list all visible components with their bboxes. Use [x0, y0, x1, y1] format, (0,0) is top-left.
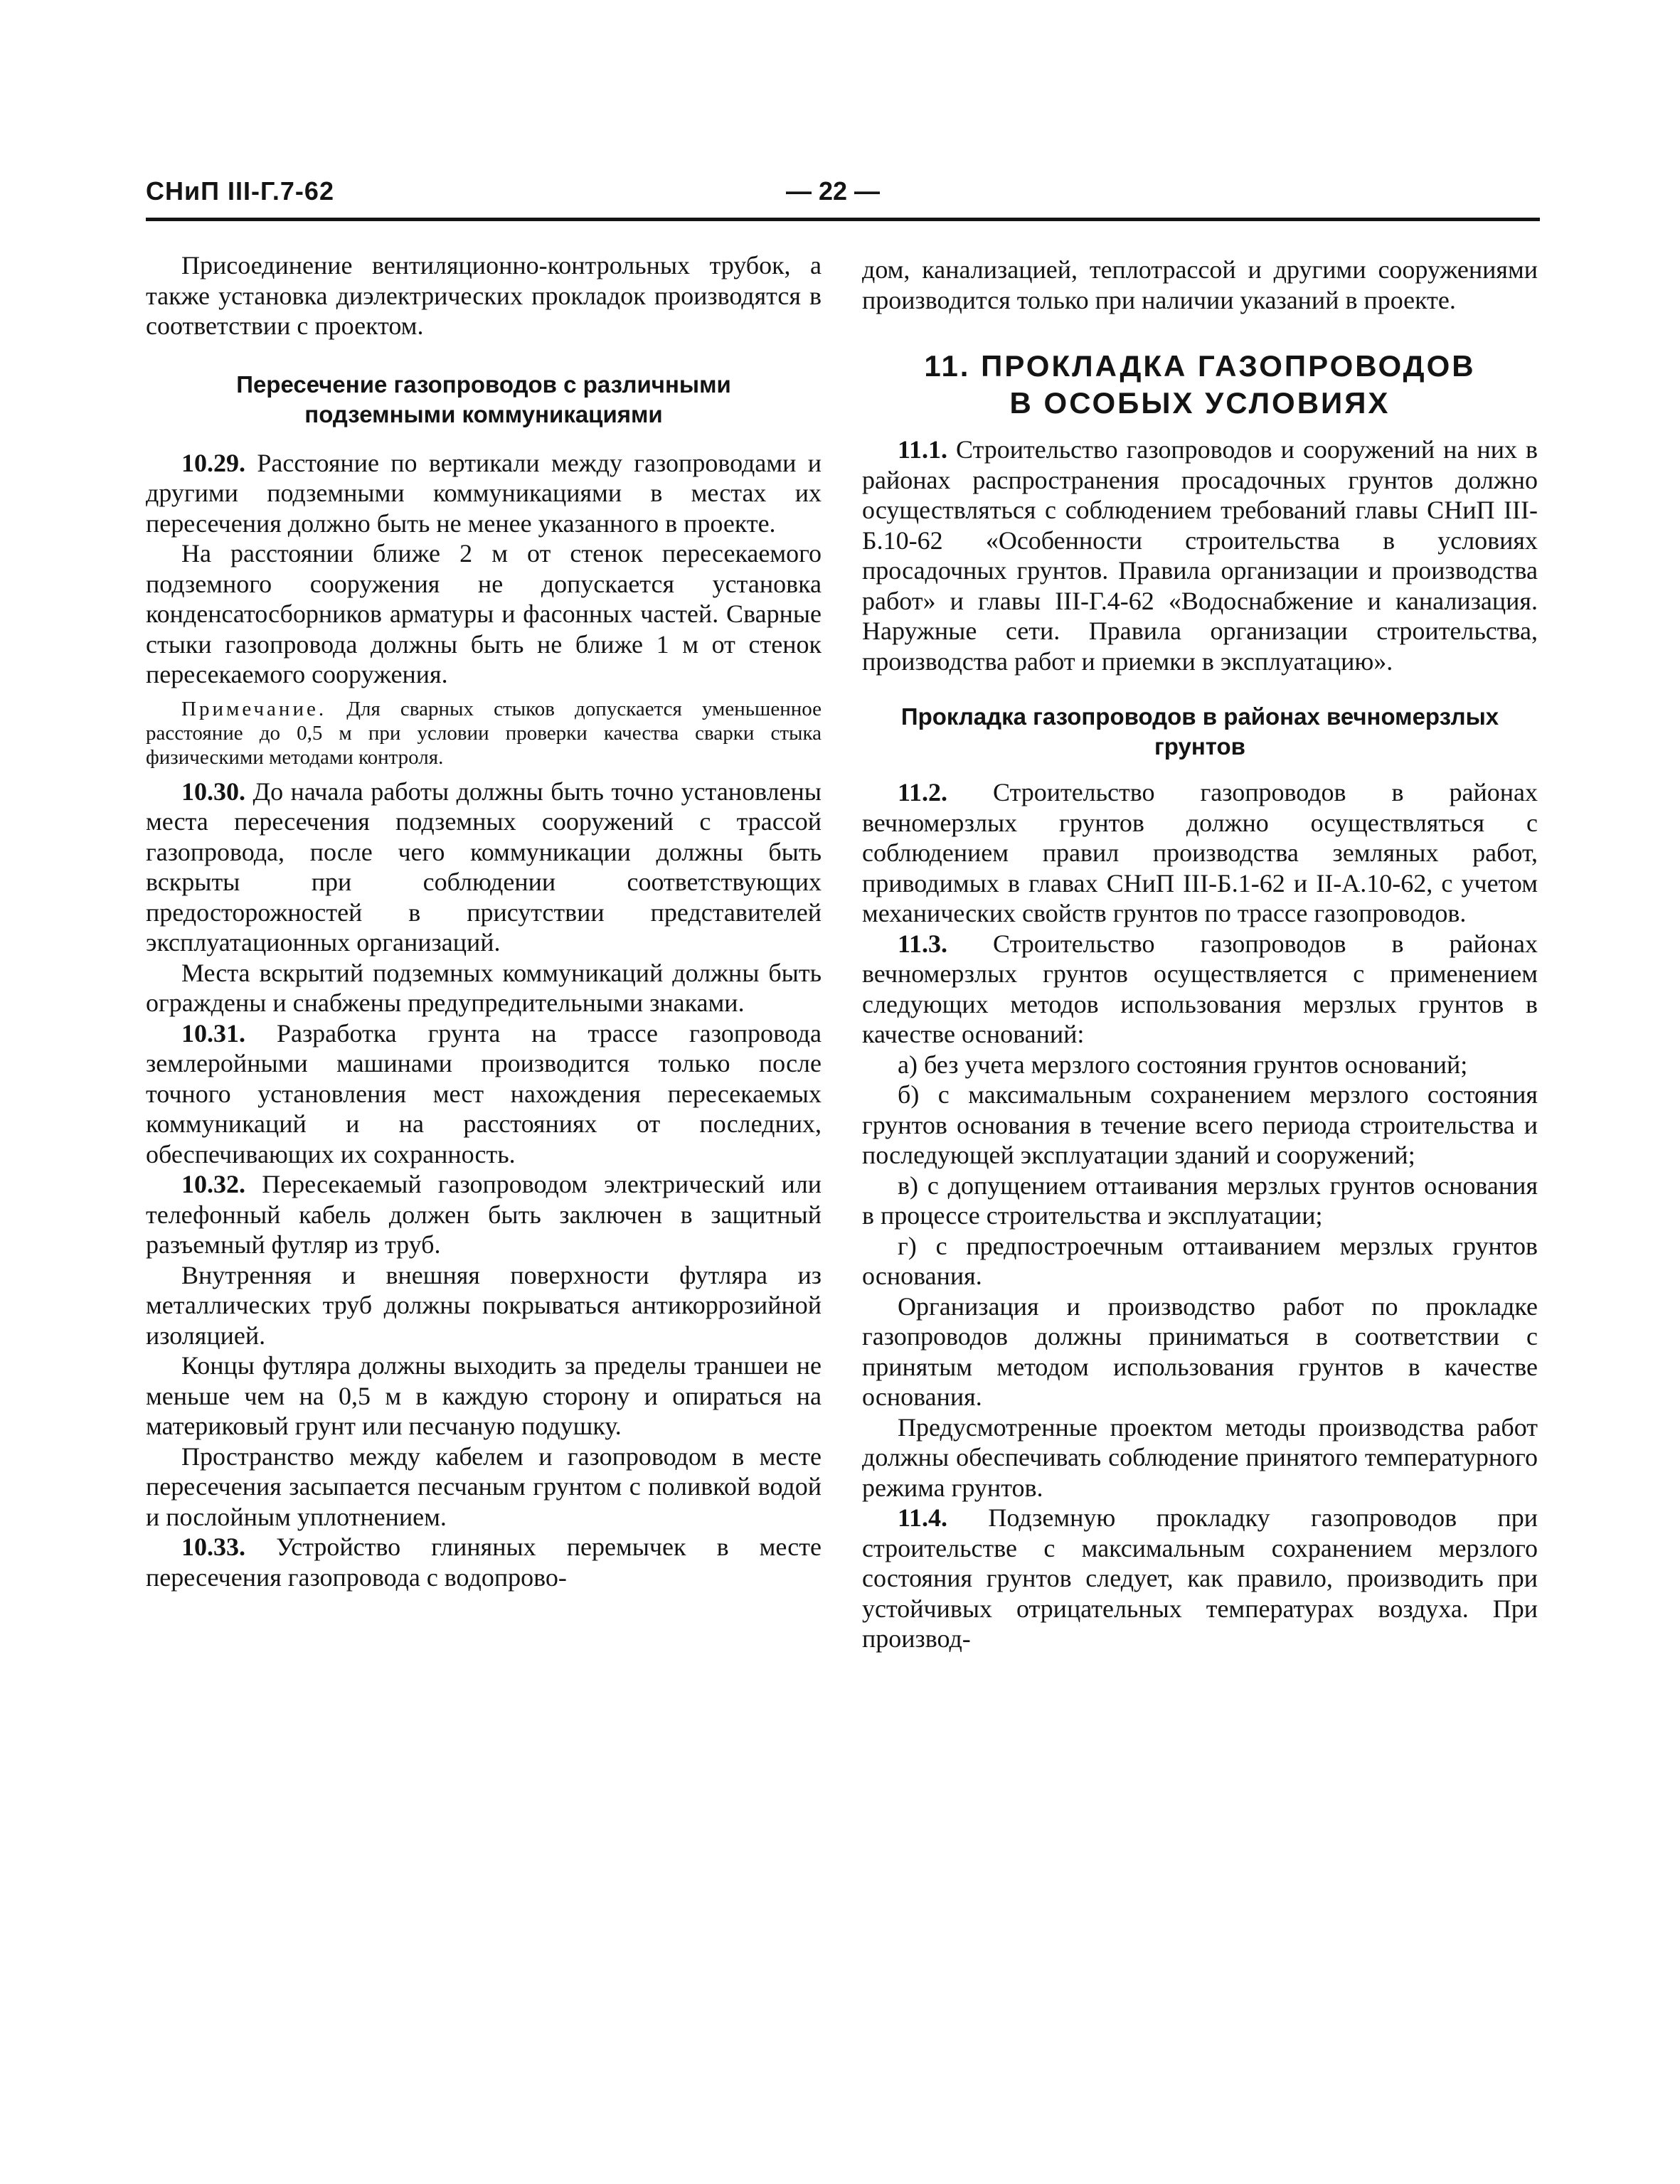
paragraph-10-32 [146, 1169, 822, 1260]
paragraph-10-31 [146, 1018, 822, 1170]
note-text: Для сварных стыков допускается уменьшенное расстояние до 0,5 м при условии проверки качества сварки стыка физическими методами контроля. [146, 697, 822, 769]
section-title [862, 348, 1538, 422]
clause-text: Строительство газопроводов в районах вечномерзлых грунтов осуществляется с применением следующих методов использования мерзлых грунтов в качестве оснований: [862, 929, 1538, 1048]
clause-number: 11.1. [898, 435, 948, 464]
clause-number: 11.3. [898, 929, 948, 958]
clause-number: 10.33. [181, 1533, 245, 1561]
subheading-permafrost: Прокладка газопроводов в районах вечномерзлых грунтов [900, 703, 1499, 760]
right-column [862, 255, 1538, 1654]
paragraph-10-30-b: Места вскрытий подземных коммуникаций должны быть ограждены и снабжены предупредительными знаками. [146, 958, 822, 1017]
clause-text: Расстояние по вертикали между газопроводами и другими подземными коммуникациями в местах их пересечения должно быть не менее указанного в проекте. [146, 448, 822, 538]
clause-text: Подземную прокладку газопроводов при строительстве с максимальным сохранением мерзлого состояния грунтов следует, как правило, производить при устойчивых отрицательных температурах воздуха. При производ- [862, 1503, 1538, 1653]
clause-number: 11.4. [898, 1503, 948, 1532]
note-label: Примечание. [181, 697, 327, 720]
paragraph-11-3-c: Предусмотренные проектом методы производства работ должны обеспечивать соблюдение принятого температурного режима грунтов. [862, 1412, 1538, 1502]
clause-text: Строительство газопроводов и сооружений на них в районах распространения просадочных грунтов должно осуществляться с соблюдением требований главы СНиП III-Б.10-62 «Особенности строительства в условиях просадочных грунтов. Правила организации и производства работ» и главы III-Г.4-62 «Водоснабжение и канализация. Наружные сети. Правила организации строительства, производства работ и приемки в эксплуатацию». [862, 435, 1538, 676]
document-code: СНиП III-Г.7-62 [146, 176, 334, 206]
left-column [146, 250, 822, 1592]
clause-number: 10.31. [181, 1018, 245, 1048]
intro-paragraph: Присоединение вентиляционно-контрольных трубок, а также установка диэлектрических прокладок производятся в соответствии с проектом. [146, 251, 822, 340]
section-title-line-2: В ОСОБЫХ УСЛОВИЯХ [1009, 386, 1391, 420]
paragraph-11-1 [862, 435, 1538, 676]
paragraph-10-32-c: Концы футляра должны выходить за пределы траншеи не меньше чем на 0,5 м в каждую сторону и опираться на материковый грунт или песчаную подушку. [146, 1351, 822, 1440]
paragraph-10-29 [146, 448, 822, 539]
paragraph-11-3-b: Организация и производство работ по прокладке газопроводов должны приниматься в соответствии с принятым методом использования грунтов в качестве основания. [862, 1291, 1538, 1411]
note [146, 697, 822, 769]
continuation-paragraph: дом, канализацией, теплотрассой и другими сооружениями производится только при наличии указаний в проекте. [862, 255, 1538, 314]
clause-text: Разработка грунта на трассе газопровода землеройными машинами производится только после точного установления мест нахождения пересекаемых коммуникаций и на расстояниях от последних, обеспечивающих их сохранность. [146, 1018, 822, 1168]
list-item-a: а) без учета мерзлого состояния грунтов оснований; [898, 1050, 1468, 1079]
clause-number: 10.29. [181, 448, 245, 477]
clause-text: Строительство газопроводов в районах вечномерзлых грунтов должно осуществляться с соблюдением правил производства земляных работ, приводимых в главах СНиП III-Б.1-62 и II-А.10-62, с учетом механических свойств грунтов по трассе газопроводов. [862, 778, 1538, 927]
paragraph-10-32-b: Внутренняя и внешняя поверхности футляра из металлических труб должны покрываться антикоррозийной изоляцией. [146, 1260, 822, 1350]
paragraph-11-4 [862, 1503, 1538, 1654]
paragraph-11-3 [862, 929, 1538, 1050]
clause-number: 10.30. [181, 777, 245, 806]
paragraph-11-2 [862, 777, 1538, 929]
clause-text: Устройство глиняных перемычек в месте пересечения газопровода с водопрово- [146, 1533, 822, 1592]
paragraph-10-29-b: На расстоянии ближе 2 м от стенок пересекаемого подземного сооружения не допускается установка конденсатосборников арматуры и фасонных частей. Сварные стыки газопровода должны быть не ближе 1 м от стенок пересекаемого сооружения. [146, 539, 822, 688]
subheading-crossings: Пересечение газопроводов с различными подземными коммуникациями [236, 371, 731, 427]
clause-text: До начала работы должны быть точно установлены места пересечения подземных сооружений с трассой газопровода, после чего коммуникации должны быть вскрыты при соблюдении соответствующих предосторожностей в присутствии представителей эксплуатационных организаций. [146, 777, 822, 957]
clause-number: 11.2. [898, 778, 948, 806]
header-rule [146, 218, 1540, 221]
page-number: — 22 — [786, 176, 881, 206]
clause-text: Пересекаемый газопроводом электрический или телефонный кабель должен быть заключен в защитный разъемный футляр из труб. [146, 1170, 822, 1259]
paragraph-10-32-d: Пространство между кабелем и газопроводом в месте пересечения засыпается песчаным грунтом с поливкой водой и послойным уплотнением. [146, 1442, 822, 1531]
section-title-line-1: 11. ПРОКЛАДКА ГАЗОПРОВОДОВ [924, 349, 1476, 383]
clause-number: 10.32. [181, 1170, 245, 1198]
list-item-v: в) с допущением оттаивания мерзлых грунтов основания в процессе строительства и эксплуатации; [862, 1171, 1538, 1230]
list-item-b: б) с максимальным сохранением мерзлого состояния грунтов основания в течение всего периода строительства и последующей эксплуатации зданий и сооружений; [862, 1080, 1538, 1169]
paragraph-10-30 [146, 777, 822, 958]
list-item-g: г) с предпостроечным оттаиванием мерзлых грунтов основания. [862, 1231, 1538, 1290]
paragraph-10-33 [146, 1532, 822, 1592]
